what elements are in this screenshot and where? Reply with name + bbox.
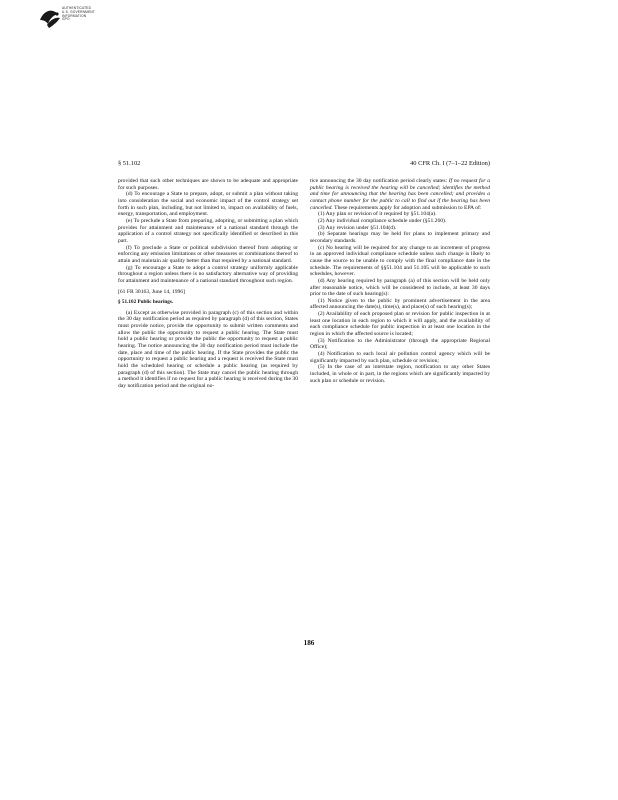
page-number: 186	[303, 639, 315, 647]
body-columns	[118, 178, 490, 390]
paragraph: (a) Except as otherwise provided in paragraph (c) of this section and within the 30 day notification period as required by paragraph (d) of this section, States must provide notice, provide the opportunity to submit written comments and allow the public the opportunity to request a public hearing. The State must hold a public hearing or provide the public the opportunity to request a public hearing. The notice announcing the 30 day notification period must include the date, place and time of the public hearing. If the State provides the public the opportunity to request a public hearing and a request is received the State must hold the scheduled hearing or schedule a public hearing (as required by paragraph (d) of this section). The State may cancel the public hearing through a method it identifies if no request for a public hearing is received during the 30 day notification period and the original no-	[118, 309, 298, 390]
list-item: (1) Notice given to the public by prominent advertisement in the area affected announcing the date(s), time(s), and place(s) of such hearing(s);	[310, 297, 490, 311]
list-item: (3) Notification to the Administrator (through the appropriate Regional Office);	[310, 337, 490, 351]
right-column	[310, 178, 490, 390]
citation-note: [61 FR 30163, June 14, 1996]	[118, 288, 185, 295]
list-item: (b) Separate hearings may be held for plans to implement primary and secondary standards.	[310, 231, 490, 244]
logo-text: AUTHENTICATED U.S. GOVERNMENT INFORMATION GPO	[62, 6, 95, 22]
paragraph: (e) To preclude a State from preparing, adopting, or submitting a plan which provides for attainment and maintenance of a national standard through the application of a control strategy not specifically identified or described in this part.	[118, 217, 298, 244]
page-header	[118, 160, 490, 168]
quoted-notice-text: If no request for a public hearing is received the hearing will be cancelled; identifies the method and time for announcing that the hearing has been cancelled; and provides a contact phone number for the public to call to find out if the hearing has been cancelled.	[310, 178, 490, 211]
paragraph: (g) To encourage a State to adopt a control strategy uniformly applicable throughout a region unless there is no satisfactory alternative way of providing for attainment and maintenance of a national standard throughout such region.	[118, 264, 298, 284]
section-heading: § 51.102 Public hearings.	[118, 299, 174, 306]
paragraph: (f) To preclude a State or political subdivision thereof from adopting or enforcing any emission limitations or other measures or combinations thereof to attain and maintain air quality better than that required by a national standard.	[118, 244, 298, 264]
list-item: (2) Availability of each proposed plan or revision for public inspection in at least one location in each region to which it will apply, and the availability of each compliance schedule for public inspection in at least one location in the region in which the affected source is located;	[310, 311, 490, 338]
paragraph-continued	[310, 178, 490, 211]
list-item: (5) In the case of an interstate region, notification to any other States included, in whole or in part, in the regions which are significantly impacted by such plan or schedule or revision.	[310, 364, 490, 384]
header-title: 40 CFR Ch. I (7–1–22 Edition)	[410, 160, 490, 167]
list-item: (2) Any individual compliance schedule under (§51.260).	[318, 217, 447, 224]
list-item: (4) Notification to each local air pollution control agency which will be significantly impacted by such plan, schedule or revision;	[310, 351, 490, 364]
paragraph: (d) To encourage a State to prepare, adopt, or submit a plan without taking into consideration the social and economic impact of the control strategy set forth in such plan, including, but not limited to, impact on availability of fuels, energy, transportation, and employment.	[118, 191, 298, 218]
list-item: (3) Any revision under §51.104(d).	[318, 224, 397, 231]
gpo-authenticated-logo	[38, 6, 98, 32]
list-item: (1) Any plan or revision of it required by §51.104(a).	[318, 211, 437, 218]
list-item: (d) Any hearing required by paragraph (a) of this section will be held only after reasonable notice, which will be considered to include, at least 30 days prior to the date of such hearing(s):	[310, 277, 490, 298]
paragraph: provided that such other techniques are shown to be adequate and appropriate for such purposes.	[118, 178, 298, 191]
header-section-number: § 51.102	[118, 160, 141, 167]
continued-text: tice announcing the 30 day notification period clearly states:	[310, 178, 448, 184]
list-item: (c) No hearing will be required for any change to an increment of progress in an approved individual compliance schedule unless such change is likely to cause the source to be unable to comply with the final compliance date in the schedule. The requirements of §§51.104 and 51.105 will be applicable to such schedules, however.	[310, 244, 490, 278]
left-column	[118, 178, 298, 390]
requirements-text: These requirements apply for adoption and submission to EPA of:	[334, 204, 482, 211]
